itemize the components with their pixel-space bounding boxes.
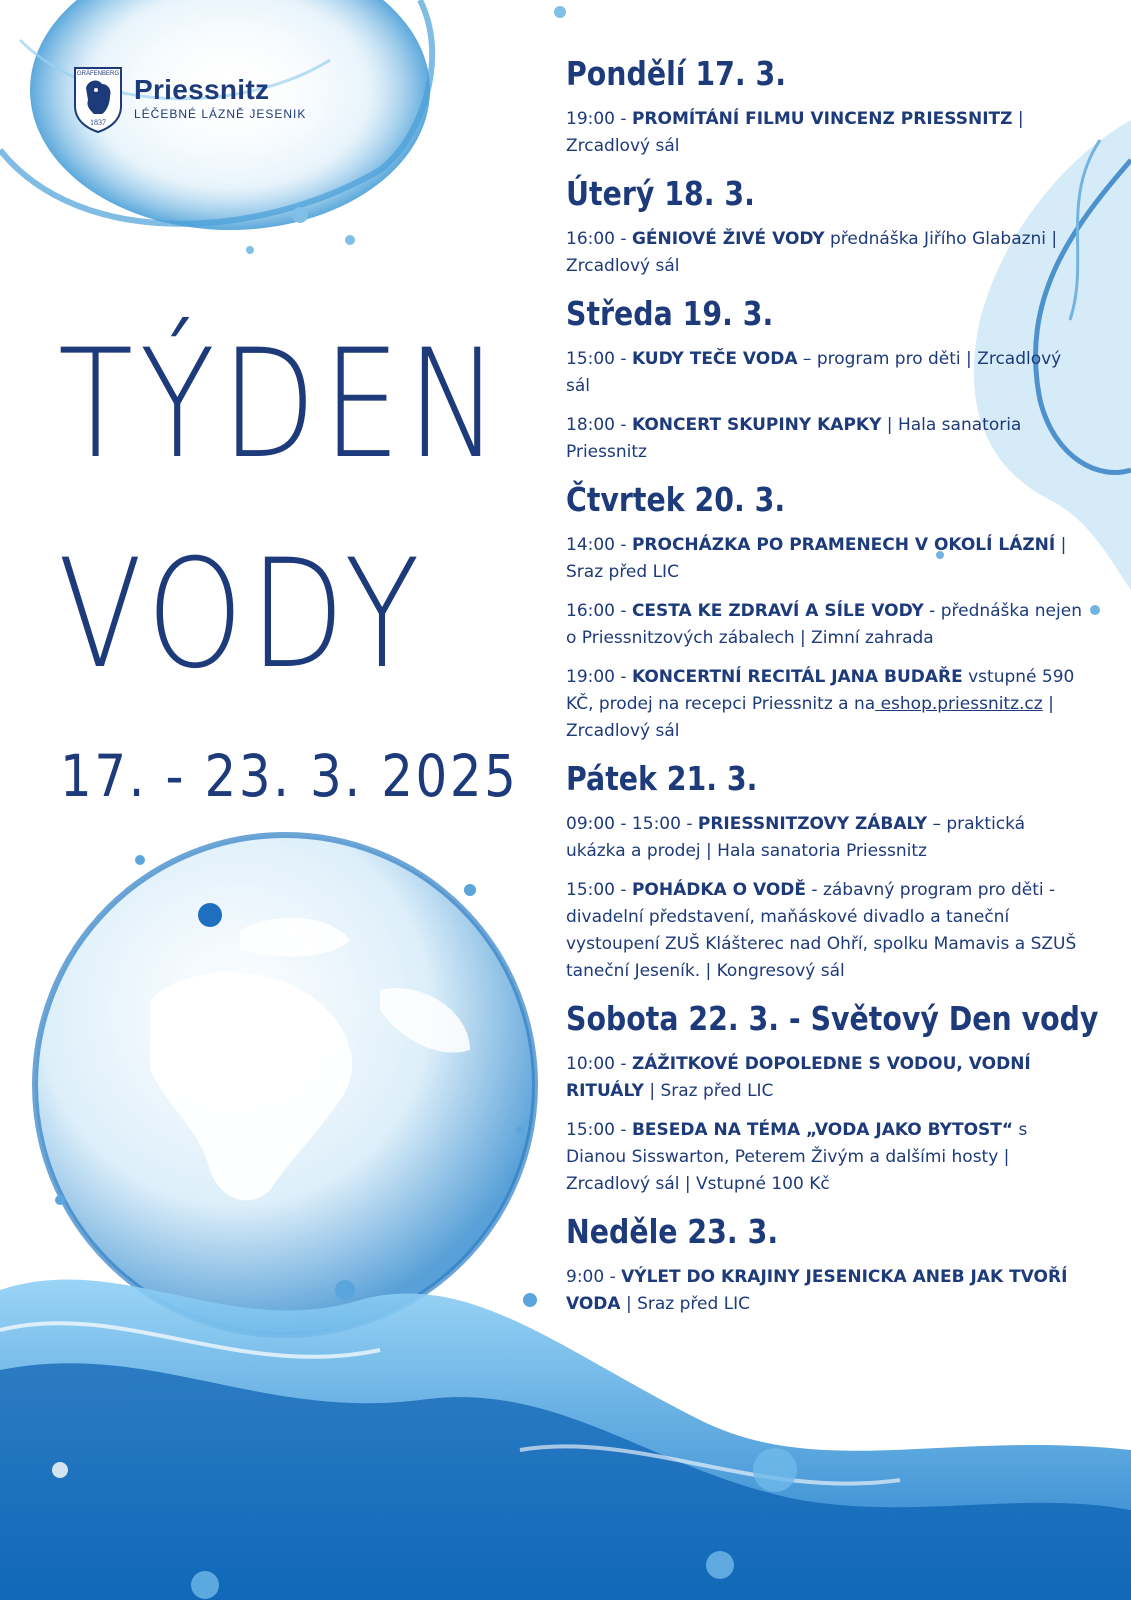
event-item	[566, 598, 1086, 652]
title-line-1: TÝDEN	[58, 318, 506, 492]
title-line-2: VODY	[58, 528, 427, 702]
event-item	[566, 1051, 1086, 1105]
event-item	[566, 346, 1086, 400]
eshop-link[interactable]: eshop.priessnitz.cz	[875, 694, 1043, 714]
event-title: KUDY TEČE VODA	[631, 349, 798, 369]
event-time: 19:00 -	[566, 667, 632, 687]
day-section	[566, 292, 1086, 466]
program-list	[566, 52, 1099, 1330]
lion-crest-icon	[72, 62, 124, 134]
event-item	[566, 106, 1086, 160]
event-time: 15:00 -	[566, 880, 632, 900]
day-section	[566, 1210, 1086, 1318]
event-title: POHÁDKA O VODĚ	[631, 880, 806, 900]
event-title: PROMÍTÁNÍ FILMU VINCENZ PRIESSNITZ	[631, 109, 1013, 129]
poster-title	[58, 300, 506, 720]
event-item	[566, 1117, 1086, 1198]
event-dates: 17. - 23. 3. 2025	[60, 742, 519, 810]
event-time: 14:00 -	[566, 535, 632, 555]
day-section	[566, 52, 1086, 160]
event-time: 15:00 -	[566, 349, 632, 369]
event-detail: s Dianou Sisswarton, Peterem Živým a dalšími hosty | Zrcadlový sál | Vstupné 100 Kč	[566, 1120, 1028, 1194]
event-title: KONCERT SKUPINY KAPKY	[631, 415, 882, 435]
event-title: VÝLET DO KRAJINY JESENICKA ANEB JAK TVOŘÍ VODA	[566, 1267, 1068, 1314]
event-time: 16:00 -	[566, 601, 632, 621]
event-title: KONCERTNÍ RECITÁL JANA BUDAŘE	[631, 667, 963, 687]
event-time: 9:00 -	[566, 1267, 622, 1287]
event-detail: – praktická ukázka a prodej | Hala sanatoria Priessnitz	[566, 814, 1026, 861]
event-detail: vstupné 590 KČ, prodej na recepci Priessnitz a na	[566, 667, 1075, 714]
water-globe	[35, 835, 535, 1335]
day-heading: Úterý 18. 3.	[566, 174, 755, 213]
logo-badge-year: 1837	[90, 118, 106, 127]
event-venue: | Zrcadlový sál	[566, 694, 1054, 741]
event-time: 09:00 - 15:00 -	[566, 814, 698, 834]
event-item	[566, 877, 1086, 985]
event-detail: - přednáška nejen o Priessnitzových zábalech | Zimní zahrada	[566, 601, 1082, 648]
event-item	[566, 1264, 1086, 1318]
event-detail: - zábavný program pro děti - divadelní představení, maňáskové divadlo a taneční vystoupení ZUŠ Klášterec nad Ohří, spolku Mamavis a SZUŠ taneční Jeseník. | Kongresový sál	[566, 880, 1077, 981]
event-title: BESEDA NA TÉMA „VODA JAKO BYTOST“	[631, 1120, 1014, 1140]
event-detail: | Hala sanatoria Priessnitz	[566, 415, 1022, 462]
day-heading: Pondělí 17. 3.	[566, 54, 787, 93]
event-time: 18:00 -	[566, 415, 632, 435]
event-title: PROCHÁZKA PO PRAMENECH V OKOLÍ LÁZNÍ	[631, 535, 1056, 555]
event-item	[566, 532, 1086, 586]
day-section	[566, 172, 1086, 280]
event-item	[566, 811, 1086, 865]
priessnitz-logo[interactable]	[72, 62, 306, 134]
day-section	[566, 757, 1086, 985]
event-detail: | Sraz před LIC	[643, 1081, 774, 1101]
day-section	[566, 997, 1099, 1198]
event-detail: | Zrcadlový sál	[566, 109, 1024, 156]
event-title: ZÁŽITKOVÉ DOPOLEDNE S VODOU, VODNÍ RITUÁLY	[566, 1054, 1031, 1101]
day-heading: Čtvrtek 20. 3.	[566, 480, 786, 519]
event-title: GÉNIOVÉ ŽIVÉ VODY	[631, 229, 825, 249]
event-item	[566, 412, 1086, 466]
event-detail: | Sraz před LIC	[620, 1294, 751, 1314]
event-detail: | Sraz před LIC	[566, 535, 1067, 582]
event-item	[566, 226, 1086, 280]
event-item	[566, 664, 1086, 745]
logo-badge-top: GRÄFENBERG	[76, 71, 120, 77]
event-time: 15:00 -	[566, 1120, 632, 1140]
event-title: CESTA KE ZDRAVÍ A SÍLE VODY	[631, 601, 924, 621]
event-title: PRIESSNITZOVY ZÁBALY	[697, 814, 928, 834]
day-heading: Sobota 22. 3. - Světový Den vody	[566, 999, 1099, 1038]
event-detail: přednáška Jiřího Glabazni | Zrcadlový sál	[566, 229, 1058, 276]
day-heading: Středa 19. 3.	[566, 294, 774, 333]
event-time: 10:00 -	[566, 1054, 632, 1074]
event-time: 16:00 -	[566, 229, 632, 249]
brand-subtitle: LÉČEBNÉ LÁZNĚ JESENIK	[134, 107, 307, 121]
brand-name: Priessnitz	[134, 74, 270, 105]
event-time: 19:00 -	[566, 109, 632, 129]
day-heading: Neděle 23. 3.	[566, 1212, 779, 1251]
day-section	[566, 478, 1086, 745]
event-detail: – program pro děti | Zrcadlový sál	[566, 349, 1062, 396]
day-heading: Pátek 21. 3.	[566, 759, 758, 798]
